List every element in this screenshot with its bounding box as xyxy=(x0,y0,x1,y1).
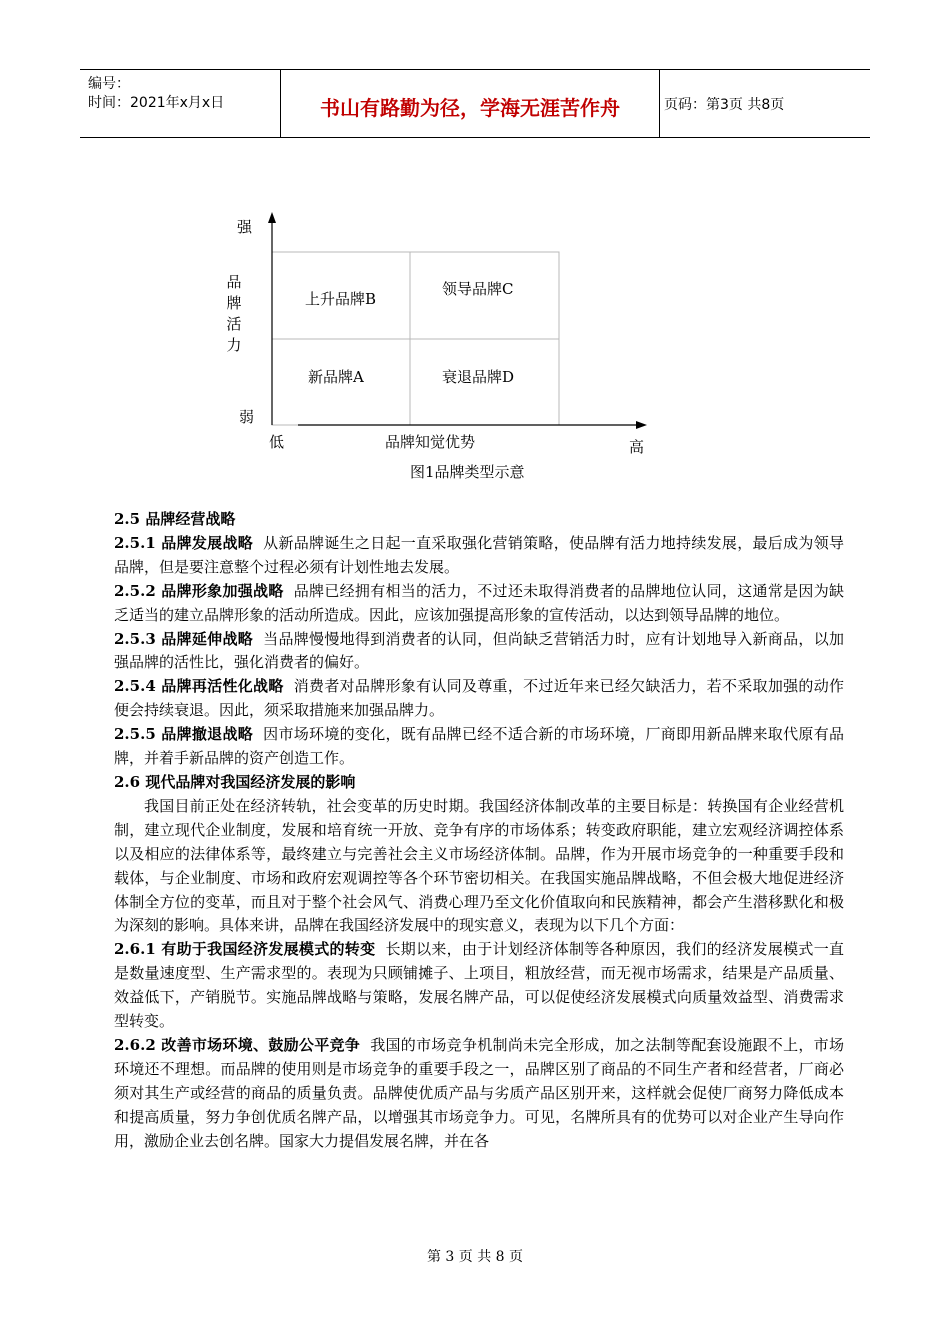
text-2-6-2: 我国的市场竞争机制尚未完全形成，加之法制等配套设施跟不上，市场环境还不理想。而品牌的使用则是市场竞争的重要手段之一，品牌区别了商品的不同生产者和经营者，厂商必须对其生产或经营的商品的质量负责。品牌使优质产品与劣质产品区别开来，这样就会促使厂商努力降低成本和提高质量，努力争创优质名牌产品，以增强其市场竞争力。可见，名牌所具有的优势可以对企业产生导向作用，激励企业去创名牌。国家大力提倡发展名牌，并在各 xyxy=(114,1035,844,1150)
x-axis-title: 品牌知觉优势 xyxy=(385,433,476,451)
section-heading xyxy=(114,771,844,795)
heading-2-5: 2.5 品牌经营战略 xyxy=(114,510,236,528)
y-axis-arrow xyxy=(268,212,276,223)
document-number: 编号： xyxy=(88,76,130,92)
x-axis-low-label: 低 xyxy=(269,433,285,451)
y-axis-title-char: 力 xyxy=(226,336,242,354)
quadrant-new-brand: 新品牌A xyxy=(308,368,364,386)
header-motto-cell xyxy=(281,70,660,137)
quadrant-rising-brand: 上升品牌B xyxy=(305,290,377,308)
y-axis-title-char: 牌 xyxy=(226,294,242,312)
text-2-5-2: 品牌已经拥有相当的活力，不过还未取得消费者的品牌地位认同，这通常是因为缺乏适当的建立品牌形象的活动所造成。因此，应该加强提高形象的宣传活动，以达到领导品牌的地位。 xyxy=(114,581,844,624)
x-axis-high-label: 高 xyxy=(629,438,645,456)
text-2-5-4: 消费者对品牌形象有认同及尊重，不过近年来已经欠缺活力，若不采取加强的动作便会持续衰退。因此，须采取措施来加强品牌力。 xyxy=(114,677,844,720)
page-header xyxy=(80,69,870,138)
y-axis-title xyxy=(225,272,243,356)
x-axis-arrow xyxy=(636,421,647,429)
quadrant-leading-brand: 领导品牌C xyxy=(442,280,514,298)
paragraph-2-5-3 xyxy=(114,628,844,676)
text-2-5-1: 从新品牌诞生之日起一直采取强化营销策略，使品牌有活力地持续发展，最后成为领导品牌，但是要注意整个过程必须有计划性地去发展。 xyxy=(114,533,844,576)
paragraph-2-6-2 xyxy=(114,1034,844,1154)
heading-2-5-5: 2.5.5 品牌撤退战略 xyxy=(114,725,254,744)
header-page-number: 页码：第3页 共8页 xyxy=(664,97,785,113)
body-text xyxy=(114,508,844,1153)
header-info-cell xyxy=(80,70,281,137)
paragraph-2-5-2 xyxy=(114,580,844,628)
text-2-5-3: 当品牌慢慢地得到消费者的认同，但尚缺乏营销活力时，应有计划地导入新商品，以加强品牌的活性比，强化消费者的偏好。 xyxy=(114,629,844,672)
paragraph-2-6-intro xyxy=(114,795,844,938)
y-axis-title-char: 品 xyxy=(226,273,242,291)
document-date: 时间：2021年x月x日 xyxy=(88,95,225,111)
section-heading xyxy=(114,508,844,532)
figure-caption: 图1品牌类型示意 xyxy=(410,463,525,481)
y-axis-title-char: 活 xyxy=(226,315,242,333)
quadrant-grid-border xyxy=(272,252,559,425)
y-axis-high-label: 强 xyxy=(237,218,253,236)
text-2-6-intro: 我国目前正处在经济转轨，社会变革的历史时期。我国经济体制改革的主要目标是：转换国有企业经营机制，建立现代企业制度，发展和培育统一开放、竞争有序的市场体系；转变政府职能，建立宏观经济调控体系以及相应的法律体系等，最终建立与完善社会主义市场经济体制。品牌，作为开展市场竞争的一种重要手段和载体，与企业制度、市场和政府宏观调控等各个环节密切相关。在我国实施品牌战略，不但会极大地促进经济体制全方位的变革，而且对于整个社会风气、消费心理乃至文化价值取向和民族精神，都会产生潜移默化和极为深刻的影响。具体来讲，品牌在我国经济发展中的现实意义，表现为以下几个方面： xyxy=(114,796,844,935)
y-axis-low-label: 弱 xyxy=(239,408,255,426)
paragraph-2-5-4 xyxy=(114,675,844,723)
header-page-cell xyxy=(660,70,870,137)
text-2-6-1: 长期以来，由于计划经济体制等各种原因，我们的经济发展模式一直是数量速度型、生产需求型的。表现为只顾铺摊子、上项目，粗放经营，而无视市场需求，结果是产品质量、效益低下，产销脱节。实施品牌战略与策略，发展名牌产品，可以促使经济发展模式向质量效益型、消费需求型转变。 xyxy=(114,940,844,1031)
heading-2-5-2: 2.5.2 品牌形象加强战略 xyxy=(114,581,284,600)
heading-2-6: 2.6 现代品牌对我国经济发展的影响 xyxy=(114,772,356,791)
heading-2-6-2: 2.6.2 改善市场环境、鼓励公平竞争 xyxy=(114,1035,361,1054)
heading-2-6-1: 2.6.1 有助于我国经济发展模式的转变 xyxy=(114,940,376,959)
page-footer: 第 3 页 共 8 页 xyxy=(426,1249,524,1265)
heading-2-5-1: 2.5.1 品牌发展战略 xyxy=(114,533,254,552)
paragraph-2-5-5 xyxy=(114,723,844,771)
text-2-5-5: 因市场环境的变化，既有品牌已经不适合新的市场环境，厂商即用新品牌来取代原有品牌，并着手新品牌的资产创造工作。 xyxy=(114,725,844,768)
heading-2-5-3: 2.5.3 品牌延伸战略 xyxy=(114,629,254,648)
heading-2-5-4: 2.5.4 品牌再活性化战略 xyxy=(114,677,284,696)
paragraph-2-5-1 xyxy=(114,532,844,580)
header-motto: 书山有路勤为径，学海无涯苦作舟 xyxy=(320,96,620,120)
paragraph-2-6-1 xyxy=(114,938,844,1034)
quadrant-declining-brand: 衰退品牌D xyxy=(442,368,515,386)
